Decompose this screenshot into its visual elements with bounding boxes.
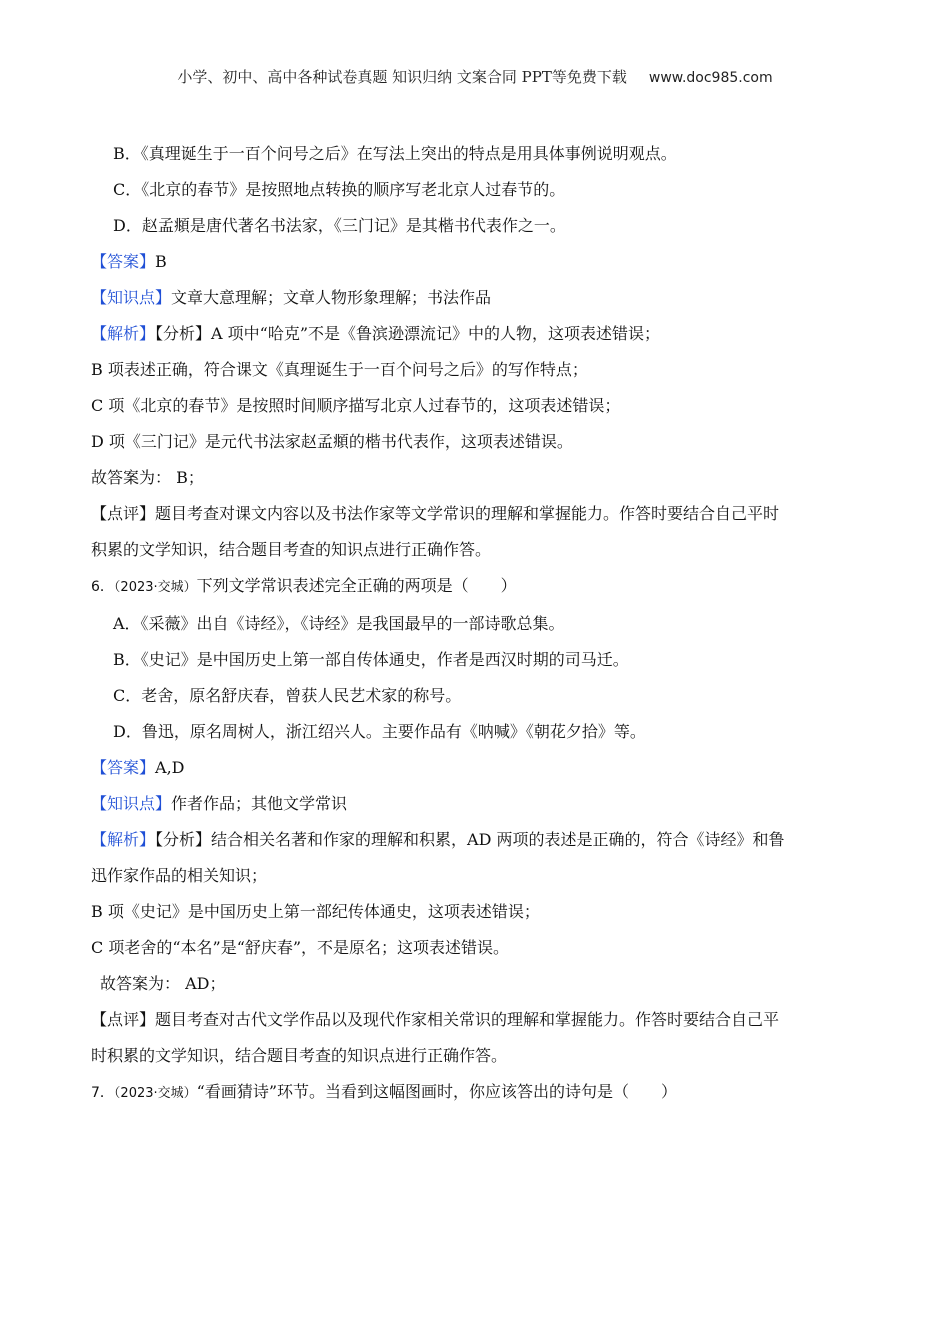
q6-option-d: D．鲁迅，原名周树人，浙江绍兴人。主要作品有《呐喊》《朝花夕拾》等。 [113, 722, 646, 741]
q6-review-line-1 [91, 1002, 861, 1038]
header-text: 小学、初中、高中各种试卷真题 知识归纳 文案合同 PPT等免费下载 [177, 68, 627, 86]
answer-value: A,D [155, 758, 185, 777]
q5-review-line-2: 积累的文学知识，结合题目考查的知识点进行正确作答。 [91, 540, 492, 559]
answer-label: 【答案】 [91, 252, 156, 271]
analysis-label: 【解析】 [91, 830, 156, 849]
q5-option-d: D．赵孟頫是唐代著名书法家，《三门记》是其楷书代表作之一。 [113, 216, 566, 235]
analysis-label: 【解析】 [91, 324, 156, 343]
q5-review-line-1 [91, 496, 861, 532]
q6-analysis-line-2: 迅作家作品的相关知识； [91, 866, 268, 885]
q6-analysis-line-4: C 项老舍的“本名”是“舒庆春”，不是原名；这项表述错误。 [91, 938, 510, 957]
q6-option-b: B．《史记》是中国历史上第一部自传体通史，作者是西汉时期的司马迁。 [113, 650, 629, 669]
q6-knowledge-point [91, 786, 861, 822]
q6-answer [91, 750, 861, 786]
review-text: 题目考查对古代文学作品以及现代作家相关常识的理解和掌握能力。作答时要结合自己平 [155, 1010, 780, 1029]
question-source: （2023·交城） [113, 1086, 197, 1101]
review-text: 题目考查对课文内容以及书法作家等文学常识的理解和掌握能力。作答时要结合自己平时 [155, 504, 780, 523]
q5-answer [91, 244, 861, 280]
question-stem: 下列文学常识表述完全正确的两项是（ ） [196, 576, 517, 595]
knowledge-point-value: 文章大意理解；文章人物形象理解；书法作品 [171, 288, 492, 307]
question-stem: “看画猜诗”环节。当看到这幅图画时，你应该答出的诗句是（ ） [196, 1082, 678, 1101]
document-body [91, 136, 861, 1112]
review-label: 【点评】 [91, 1010, 156, 1029]
q5-knowledge-point [91, 280, 861, 316]
q5-analysis-line-1 [91, 316, 861, 352]
analysis-text: 【分析】结合相关名著和作家的理解和积累，AD 两项的表述是正确的，符合《诗经》和鲁 [155, 830, 785, 849]
q6-stem [91, 568, 861, 606]
q5-analysis-line-4: D 项《三门记》是元代书法家赵孟頫的楷书代表作，这项表述错误。 [91, 432, 573, 451]
q6-analysis-line-1 [91, 822, 861, 858]
q6-option-c: C．老舍，原名舒庆春，曾获人民艺术家的称号。 [113, 686, 462, 705]
question-number: 7． [91, 1085, 114, 1101]
knowledge-point-value: 作者作品；其他文学常识 [171, 794, 348, 813]
q6-analysis-line-3: B 项《史记》是中国历史上第一部纪传体通史，这项表述错误； [91, 902, 540, 921]
answer-label: 【答案】 [91, 758, 156, 777]
q6-conclusion: 故答案为： AD； [100, 974, 226, 993]
answer-value: B [155, 252, 167, 271]
q5-option-c: C．《北京的春节》是按照地点转换的顺序写老北京人过春节的。 [113, 180, 566, 199]
question-source: （2023·交城） [113, 580, 197, 595]
q7-stem [91, 1074, 861, 1112]
header-url[interactable]: www.doc985.com [648, 70, 773, 86]
q6-review-line-2: 时积累的文学知识，结合题目考查的知识点进行正确作答。 [91, 1046, 508, 1065]
q5-analysis-line-3: C 项《北京的春节》是按照时间顺序描写北京人过春节的，这项表述错误； [91, 396, 621, 415]
q6-option-a: A．《采薇》出自《诗经》，《诗经》是我国最早的一部诗歌总集。 [113, 614, 565, 633]
q5-analysis-line-2: B 项表述正确，符合课文《真理诞生于一百个问号之后》的写作特点； [91, 360, 588, 379]
review-label: 【点评】 [91, 504, 156, 523]
question-number: 6． [91, 579, 114, 595]
knowledge-point-label: 【知识点】 [91, 288, 172, 307]
page-header [0, 66, 950, 87]
q5-option-b: B．《真理诞生于一百个问号之后》在写法上突出的特点是用具体事例说明观点。 [113, 144, 677, 163]
q5-conclusion: 故答案为： B； [91, 468, 204, 487]
analysis-text: 【分析】A 项中“哈克”不是《鲁滨逊漂流记》中的人物，这项表述错误； [155, 324, 661, 343]
knowledge-point-label: 【知识点】 [91, 794, 172, 813]
